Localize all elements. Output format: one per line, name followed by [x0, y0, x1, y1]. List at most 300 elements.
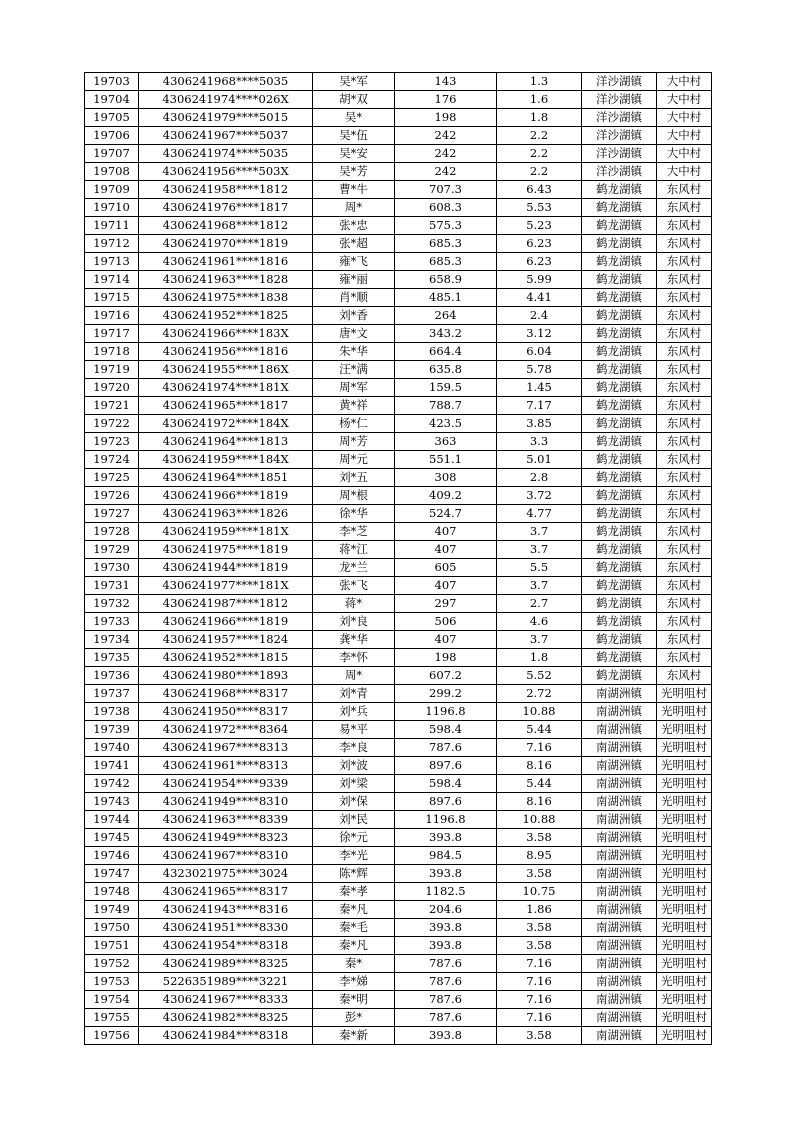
cell-id-number: 4306241972****184X — [139, 415, 313, 433]
cell-value-1: 242 — [395, 163, 497, 181]
cell-id-number: 4306241967****8313 — [139, 739, 313, 757]
cell-id-number: 4306241966****183X — [139, 325, 313, 343]
cell-id-number: 4306241984****8318 — [139, 1027, 313, 1045]
cell-serial-number: 19706 — [85, 127, 139, 145]
cell-town: 鹤龙湖镇 — [582, 361, 657, 379]
cell-value-2: 2.72 — [497, 685, 582, 703]
cell-id-number: 4306241977****181X — [139, 577, 313, 595]
cell-person-name: 秦*凡 — [313, 937, 395, 955]
cell-serial-number: 19738 — [85, 703, 139, 721]
cell-id-number: 4306241954****8318 — [139, 937, 313, 955]
cell-value-2: 3.3 — [497, 433, 582, 451]
cell-person-name: 刘*保 — [313, 793, 395, 811]
cell-serial-number: 19743 — [85, 793, 139, 811]
cell-person-name: 黄*祥 — [313, 397, 395, 415]
cell-serial-number: 19721 — [85, 397, 139, 415]
cell-town: 鹤龙湖镇 — [582, 217, 657, 235]
cell-serial-number: 19754 — [85, 991, 139, 1009]
cell-village: 大中村 — [657, 73, 712, 91]
table-row — [85, 523, 712, 541]
cell-value-2: 6.43 — [497, 181, 582, 199]
cell-value-2: 2.8 — [497, 469, 582, 487]
cell-id-number: 4306241950****8317 — [139, 703, 313, 721]
cell-value-1: 506 — [395, 613, 497, 631]
cell-value-1: 598.4 — [395, 775, 497, 793]
table-row — [85, 181, 712, 199]
cell-village: 东风村 — [657, 487, 712, 505]
cell-town: 鹤龙湖镇 — [582, 181, 657, 199]
cell-town: 南湖洲镇 — [582, 973, 657, 991]
cell-serial-number: 19714 — [85, 271, 139, 289]
cell-value-2: 10.88 — [497, 703, 582, 721]
cell-serial-number: 19731 — [85, 577, 139, 595]
cell-value-2: 5.44 — [497, 775, 582, 793]
cell-value-2: 7.16 — [497, 991, 582, 1009]
cell-id-number: 4306241959****181X — [139, 523, 313, 541]
cell-value-2: 3.7 — [497, 523, 582, 541]
cell-id-number: 4306241967****5037 — [139, 127, 313, 145]
cell-serial-number: 19727 — [85, 505, 139, 523]
cell-value-1: 343.2 — [395, 325, 497, 343]
cell-value-1: 598.4 — [395, 721, 497, 739]
cell-person-name: 汪*满 — [313, 361, 395, 379]
table-row — [85, 253, 712, 271]
cell-village: 东风村 — [657, 181, 712, 199]
cell-value-1: 707.3 — [395, 181, 497, 199]
table-row — [85, 919, 712, 937]
cell-town: 南湖洲镇 — [582, 1009, 657, 1027]
cell-id-number: 4306241982****8325 — [139, 1009, 313, 1027]
cell-person-name: 雍*丽 — [313, 271, 395, 289]
cell-value-2: 3.7 — [497, 541, 582, 559]
cell-value-2: 4.41 — [497, 289, 582, 307]
cell-village: 东风村 — [657, 469, 712, 487]
cell-value-2: 6.04 — [497, 343, 582, 361]
table-row — [85, 127, 712, 145]
cell-village: 大中村 — [657, 127, 712, 145]
cell-value-1: 788.7 — [395, 397, 497, 415]
cell-village: 光明咀村 — [657, 739, 712, 757]
table-row — [85, 289, 712, 307]
cell-value-1: 787.6 — [395, 739, 497, 757]
cell-id-number: 4306241951****8330 — [139, 919, 313, 937]
cell-value-1: 308 — [395, 469, 497, 487]
cell-value-1: 1182.5 — [395, 883, 497, 901]
cell-town: 南湖洲镇 — [582, 847, 657, 865]
cell-value-1: 897.6 — [395, 793, 497, 811]
cell-id-number: 4306241972****8364 — [139, 721, 313, 739]
cell-village: 东风村 — [657, 631, 712, 649]
cell-id-number: 4306241976****1817 — [139, 199, 313, 217]
cell-village: 东风村 — [657, 343, 712, 361]
cell-serial-number: 19735 — [85, 649, 139, 667]
table-row — [85, 361, 712, 379]
cell-value-1: 198 — [395, 109, 497, 127]
cell-town: 鹤龙湖镇 — [582, 595, 657, 613]
cell-value-1: 407 — [395, 523, 497, 541]
cell-serial-number: 19718 — [85, 343, 139, 361]
cell-value-1: 393.8 — [395, 1027, 497, 1045]
cell-village: 东风村 — [657, 397, 712, 415]
cell-person-name: 刘*良 — [313, 613, 395, 631]
table-row — [85, 991, 712, 1009]
cell-town: 南湖洲镇 — [582, 775, 657, 793]
cell-serial-number: 19711 — [85, 217, 139, 235]
cell-person-name: 秦*新 — [313, 1027, 395, 1045]
cell-person-name: 陈*辉 — [313, 865, 395, 883]
cell-person-name: 杨*仁 — [313, 415, 395, 433]
cell-value-2: 3.58 — [497, 829, 582, 847]
cell-value-1: 198 — [395, 649, 497, 667]
cell-town: 洋沙湖镇 — [582, 127, 657, 145]
cell-person-name: 吴* — [313, 109, 395, 127]
cell-town: 鹤龙湖镇 — [582, 505, 657, 523]
cell-town: 南湖洲镇 — [582, 1027, 657, 1045]
cell-town: 鹤龙湖镇 — [582, 649, 657, 667]
cell-value-1: 658.9 — [395, 271, 497, 289]
cell-town: 洋沙湖镇 — [582, 163, 657, 181]
cell-value-1: 423.5 — [395, 415, 497, 433]
table-row — [85, 415, 712, 433]
cell-value-2: 2.2 — [497, 163, 582, 181]
cell-value-2: 3.72 — [497, 487, 582, 505]
cell-serial-number: 19716 — [85, 307, 139, 325]
cell-id-number: 4306241954****9339 — [139, 775, 313, 793]
cell-value-2: 1.45 — [497, 379, 582, 397]
cell-serial-number: 19736 — [85, 667, 139, 685]
cell-village: 大中村 — [657, 145, 712, 163]
cell-value-1: 407 — [395, 631, 497, 649]
cell-serial-number: 19751 — [85, 937, 139, 955]
cell-person-name: 蒋*江 — [313, 541, 395, 559]
cell-id-number: 4306241966****1819 — [139, 487, 313, 505]
cell-village: 东风村 — [657, 289, 712, 307]
cell-village: 东风村 — [657, 433, 712, 451]
cell-value-1: 485.1 — [395, 289, 497, 307]
cell-value-1: 409.2 — [395, 487, 497, 505]
cell-value-1: 635.8 — [395, 361, 497, 379]
cell-value-2: 8.95 — [497, 847, 582, 865]
table-row — [85, 487, 712, 505]
cell-person-name: 龚*华 — [313, 631, 395, 649]
cell-value-1: 664.4 — [395, 343, 497, 361]
cell-person-name: 周*军 — [313, 379, 395, 397]
cell-person-name: 吴*军 — [313, 73, 395, 91]
table-row — [85, 757, 712, 775]
cell-id-number: 4306241974****181X — [139, 379, 313, 397]
cell-town: 鹤龙湖镇 — [582, 397, 657, 415]
cell-town: 鹤龙湖镇 — [582, 631, 657, 649]
cell-person-name: 刘*五 — [313, 469, 395, 487]
cell-id-number: 4306241979****5015 — [139, 109, 313, 127]
cell-village: 东风村 — [657, 595, 712, 613]
cell-value-1: 605 — [395, 559, 497, 577]
cell-value-1: 685.3 — [395, 235, 497, 253]
cell-value-1: 242 — [395, 145, 497, 163]
cell-town: 鹤龙湖镇 — [582, 469, 657, 487]
cell-serial-number: 19741 — [85, 757, 139, 775]
cell-value-2: 7.16 — [497, 955, 582, 973]
cell-village: 光明咀村 — [657, 919, 712, 937]
cell-serial-number: 19752 — [85, 955, 139, 973]
cell-person-name: 周*根 — [313, 487, 395, 505]
document-page — [84, 72, 711, 1045]
cell-value-1: 575.3 — [395, 217, 497, 235]
cell-serial-number: 19755 — [85, 1009, 139, 1027]
cell-value-1: 143 — [395, 73, 497, 91]
cell-value-2: 3.7 — [497, 631, 582, 649]
cell-village: 东风村 — [657, 217, 712, 235]
cell-serial-number: 19750 — [85, 919, 139, 937]
cell-village: 东风村 — [657, 505, 712, 523]
cell-value-1: 407 — [395, 577, 497, 595]
cell-id-number: 4306241956****1816 — [139, 343, 313, 361]
cell-value-2: 3.12 — [497, 325, 582, 343]
cell-value-2: 2.4 — [497, 307, 582, 325]
cell-person-name: 张*超 — [313, 235, 395, 253]
table-row — [85, 451, 712, 469]
table-row — [85, 739, 712, 757]
table-row — [85, 721, 712, 739]
cell-value-2: 3.58 — [497, 865, 582, 883]
cell-village: 东风村 — [657, 667, 712, 685]
cell-town: 南湖洲镇 — [582, 685, 657, 703]
table-row — [85, 73, 712, 91]
table-row — [85, 559, 712, 577]
cell-id-number: 4306241961****1816 — [139, 253, 313, 271]
cell-serial-number: 19723 — [85, 433, 139, 451]
cell-person-name: 吴*安 — [313, 145, 395, 163]
cell-id-number: 4306241975****1819 — [139, 541, 313, 559]
cell-id-number: 4306241965****8317 — [139, 883, 313, 901]
cell-town: 南湖洲镇 — [582, 901, 657, 919]
cell-id-number: 5226351989****3221 — [139, 973, 313, 991]
table-row — [85, 109, 712, 127]
table-row — [85, 91, 712, 109]
cell-serial-number: 19745 — [85, 829, 139, 847]
table-row — [85, 343, 712, 361]
cell-value-2: 3.85 — [497, 415, 582, 433]
cell-serial-number: 19740 — [85, 739, 139, 757]
cell-id-number: 4306241974****5035 — [139, 145, 313, 163]
cell-value-1: 264 — [395, 307, 497, 325]
cell-serial-number: 19748 — [85, 883, 139, 901]
table-row — [85, 685, 712, 703]
table-row — [85, 163, 712, 181]
cell-town: 鹤龙湖镇 — [582, 379, 657, 397]
cell-person-name: 曹*牛 — [313, 181, 395, 199]
cell-person-name: 李*良 — [313, 739, 395, 757]
cell-town: 南湖洲镇 — [582, 793, 657, 811]
table-row — [85, 631, 712, 649]
cell-value-2: 5.5 — [497, 559, 582, 577]
table-row — [85, 433, 712, 451]
cell-value-2: 6.23 — [497, 235, 582, 253]
cell-town: 洋沙湖镇 — [582, 91, 657, 109]
cell-village: 东风村 — [657, 235, 712, 253]
cell-town: 南湖洲镇 — [582, 703, 657, 721]
cell-value-1: 204.6 — [395, 901, 497, 919]
cell-serial-number: 19730 — [85, 559, 139, 577]
cell-serial-number: 19724 — [85, 451, 139, 469]
cell-town: 南湖洲镇 — [582, 991, 657, 1009]
cell-id-number: 4306241944****1819 — [139, 559, 313, 577]
table-row — [85, 811, 712, 829]
cell-town: 南湖洲镇 — [582, 937, 657, 955]
cell-value-1: 393.8 — [395, 919, 497, 937]
table-row — [85, 703, 712, 721]
cell-serial-number: 19709 — [85, 181, 139, 199]
cell-serial-number: 19710 — [85, 199, 139, 217]
cell-town: 鹤龙湖镇 — [582, 253, 657, 271]
cell-value-1: 787.6 — [395, 991, 497, 1009]
cell-value-1: 159.5 — [395, 379, 497, 397]
cell-person-name: 秦*孝 — [313, 883, 395, 901]
cell-person-name: 蒋* — [313, 595, 395, 613]
cell-village: 东风村 — [657, 307, 712, 325]
cell-village: 光明咀村 — [657, 847, 712, 865]
cell-person-name: 周* — [313, 199, 395, 217]
cell-id-number: 4306241965****1817 — [139, 397, 313, 415]
table-row — [85, 469, 712, 487]
cell-id-number: 4306241975****1838 — [139, 289, 313, 307]
cell-value-2: 1.8 — [497, 109, 582, 127]
cell-value-2: 10.75 — [497, 883, 582, 901]
cell-value-1: 608.3 — [395, 199, 497, 217]
cell-person-name: 秦*明 — [313, 991, 395, 1009]
cell-id-number: 4323021975****3024 — [139, 865, 313, 883]
cell-village: 东风村 — [657, 271, 712, 289]
cell-village: 东风村 — [657, 649, 712, 667]
cell-village: 大中村 — [657, 163, 712, 181]
cell-value-2: 2.2 — [497, 127, 582, 145]
cell-town: 南湖洲镇 — [582, 955, 657, 973]
cell-id-number: 4306241961****8313 — [139, 757, 313, 775]
cell-village: 光明咀村 — [657, 901, 712, 919]
cell-serial-number: 19712 — [85, 235, 139, 253]
table-row — [85, 937, 712, 955]
cell-person-name: 龙*兰 — [313, 559, 395, 577]
table-row — [85, 847, 712, 865]
cell-person-name: 刘*民 — [313, 811, 395, 829]
cell-person-name: 秦* — [313, 955, 395, 973]
cell-id-number: 4306241956****503X — [139, 163, 313, 181]
cell-value-2: 7.16 — [497, 1009, 582, 1027]
cell-id-number: 4306241967****8310 — [139, 847, 313, 865]
cell-value-1: 393.8 — [395, 865, 497, 883]
cell-village: 东风村 — [657, 379, 712, 397]
cell-person-name: 吴*伍 — [313, 127, 395, 145]
cell-person-name: 徐*华 — [313, 505, 395, 523]
cell-village: 东风村 — [657, 577, 712, 595]
cell-person-name: 徐*元 — [313, 829, 395, 847]
cell-town: 鹤龙湖镇 — [582, 451, 657, 469]
cell-person-name: 周* — [313, 667, 395, 685]
cell-value-2: 3.58 — [497, 1027, 582, 1045]
cell-id-number: 4306241955****186X — [139, 361, 313, 379]
cell-town: 鹤龙湖镇 — [582, 271, 657, 289]
cell-value-2: 2.7 — [497, 595, 582, 613]
cell-town: 南湖洲镇 — [582, 739, 657, 757]
cell-value-2: 3.58 — [497, 937, 582, 955]
table-row — [85, 379, 712, 397]
cell-serial-number: 19729 — [85, 541, 139, 559]
cell-town: 鹤龙湖镇 — [582, 433, 657, 451]
cell-value-1: 897.6 — [395, 757, 497, 775]
cell-village: 光明咀村 — [657, 793, 712, 811]
cell-village: 东风村 — [657, 415, 712, 433]
cell-id-number: 4306241952****1815 — [139, 649, 313, 667]
cell-value-2: 7.16 — [497, 973, 582, 991]
cell-serial-number: 19747 — [85, 865, 139, 883]
cell-value-2: 2.2 — [497, 145, 582, 163]
cell-town: 南湖洲镇 — [582, 919, 657, 937]
table-row — [85, 1027, 712, 1045]
cell-town: 南湖洲镇 — [582, 829, 657, 847]
cell-village: 光明咀村 — [657, 829, 712, 847]
data-table — [84, 72, 712, 1045]
table-row — [85, 145, 712, 163]
table-row — [85, 1009, 712, 1027]
cell-village: 光明咀村 — [657, 685, 712, 703]
table-row — [85, 217, 712, 235]
cell-id-number: 4306241958****1812 — [139, 181, 313, 199]
cell-value-1: 297 — [395, 595, 497, 613]
cell-village: 东风村 — [657, 613, 712, 631]
cell-value-2: 3.7 — [497, 577, 582, 595]
table-row — [85, 667, 712, 685]
cell-value-1: 685.3 — [395, 253, 497, 271]
cell-serial-number: 19734 — [85, 631, 139, 649]
table-row — [85, 397, 712, 415]
cell-id-number: 4306241963****1826 — [139, 505, 313, 523]
cell-id-number: 4306241963****8339 — [139, 811, 313, 829]
table-row — [85, 883, 712, 901]
cell-person-name: 李*芝 — [313, 523, 395, 541]
table-row — [85, 235, 712, 253]
cell-town: 鹤龙湖镇 — [582, 343, 657, 361]
cell-serial-number: 19733 — [85, 613, 139, 631]
cell-village: 东风村 — [657, 559, 712, 577]
cell-village: 东风村 — [657, 325, 712, 343]
cell-serial-number: 19744 — [85, 811, 139, 829]
cell-value-1: 607.2 — [395, 667, 497, 685]
cell-person-name: 刘*青 — [313, 685, 395, 703]
cell-id-number: 4306241967****8333 — [139, 991, 313, 1009]
table-row — [85, 199, 712, 217]
cell-value-1: 363 — [395, 433, 497, 451]
cell-serial-number: 19746 — [85, 847, 139, 865]
cell-value-2: 6.23 — [497, 253, 582, 271]
cell-value-2: 1.3 — [497, 73, 582, 91]
cell-value-1: 393.8 — [395, 937, 497, 955]
cell-id-number: 4306241943****8316 — [139, 901, 313, 919]
cell-id-number: 4306241963****1828 — [139, 271, 313, 289]
cell-village: 大中村 — [657, 109, 712, 127]
table-row — [85, 613, 712, 631]
table-row — [85, 595, 712, 613]
cell-person-name: 李*光 — [313, 847, 395, 865]
cell-village: 光明咀村 — [657, 991, 712, 1009]
cell-serial-number: 19715 — [85, 289, 139, 307]
cell-person-name: 张*飞 — [313, 577, 395, 595]
cell-value-1: 299.2 — [395, 685, 497, 703]
cell-value-2: 5.99 — [497, 271, 582, 289]
cell-village: 光明咀村 — [657, 955, 712, 973]
cell-person-name: 肖*顺 — [313, 289, 395, 307]
cell-village: 光明咀村 — [657, 757, 712, 775]
cell-value-2: 1.6 — [497, 91, 582, 109]
